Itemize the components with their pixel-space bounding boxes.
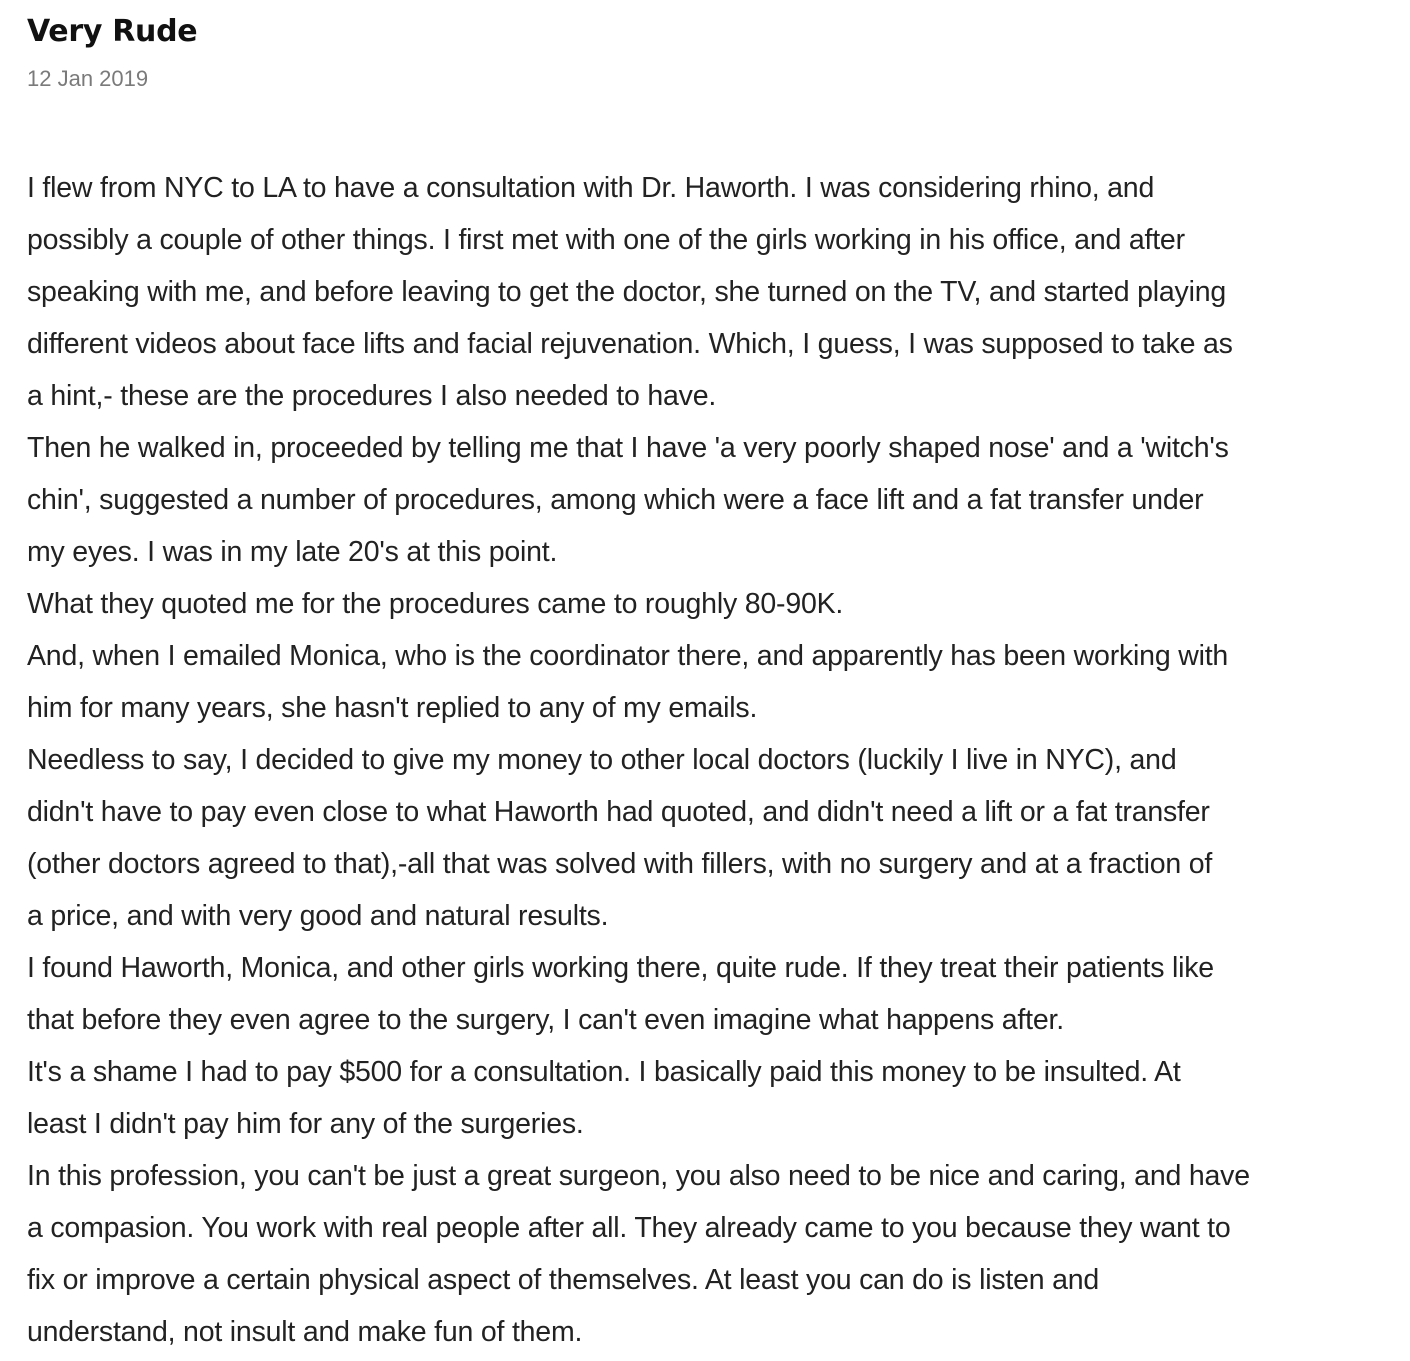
review-body-line: It's a shame I had to pay $500 for a consultation. I basically paid this money to be insulted. At — [27, 1056, 1181, 1088]
review-body-line: a price, and with very good and natural results. — [27, 900, 609, 932]
review-body-line: a compasion. You work with real people after all. They already came to you because they want to — [27, 1212, 1231, 1244]
review-body-line: I flew from NYC to LA to have a consultation with Dr. Haworth. I was considering rhino, and — [27, 172, 1155, 204]
review-body-line: (other doctors agreed to that),-all that was solved with fillers, with no surgery and at a fraction of — [27, 848, 1213, 880]
review-body-line: Needless to say, I decided to give my money to other local doctors (luckily I live in NYC), and — [27, 744, 1177, 776]
review-body-line: a hint,- these are the procedures I also needed to have. — [27, 380, 717, 412]
review-title: Very Rude — [27, 14, 198, 49]
review-body-line: In this profession, you can't be just a great surgeon, you also need to be nice and caring, and have — [27, 1160, 1250, 1192]
review-body-line: Then he walked in, proceeded by telling me that I have 'a very poorly shaped nose' and a 'witch's — [27, 432, 1229, 464]
review-body-line: my eyes. I was in my late 20's at this point. — [27, 536, 558, 568]
review-body-line: fix or improve a certain physical aspect of themselves. At least you can do is listen and — [27, 1264, 1100, 1296]
review-body-line: different videos about face lifts and facial rejuvenation. Which, I guess, I was supposed to take as — [27, 328, 1233, 360]
review-body-line: least I didn't pay him for any of the surgeries. — [27, 1108, 584, 1140]
review-body-line: speaking with me, and before leaving to get the doctor, she turned on the TV, and started playing — [27, 276, 1227, 308]
review-body-line: that before they even agree to the surgery, I can't even imagine what happens after. — [27, 1004, 1064, 1036]
review-body-line: understand, not insult and make fun of them. — [27, 1316, 583, 1348]
review-body-line: What they quoted me for the procedures came to roughly 80-90K. — [27, 588, 844, 620]
review-card — [27, 12, 1407, 1358]
review-body-line: possibly a couple of other things. I first met with one of the girls working in his office, and after — [27, 224, 1185, 256]
review-body-line: him for many years, she hasn't replied to any of my emails. — [27, 692, 758, 724]
review-body-line: And, when I emailed Monica, who is the coordinator there, and apparently has been working with — [27, 640, 1229, 672]
review-body-line: didn't have to pay even close to what Haworth had quoted, and didn't need a lift or a fat transfer — [27, 796, 1210, 828]
review-body — [27, 162, 1407, 1358]
review-body-line: chin', suggested a number of procedures, among which were a face lift and a fat transfer under — [27, 484, 1204, 516]
review-date: 12 Jan 2019 — [27, 66, 149, 91]
review-body-line: I found Haworth, Monica, and other girls working there, quite rude. If they treat their patients like — [27, 952, 1214, 984]
